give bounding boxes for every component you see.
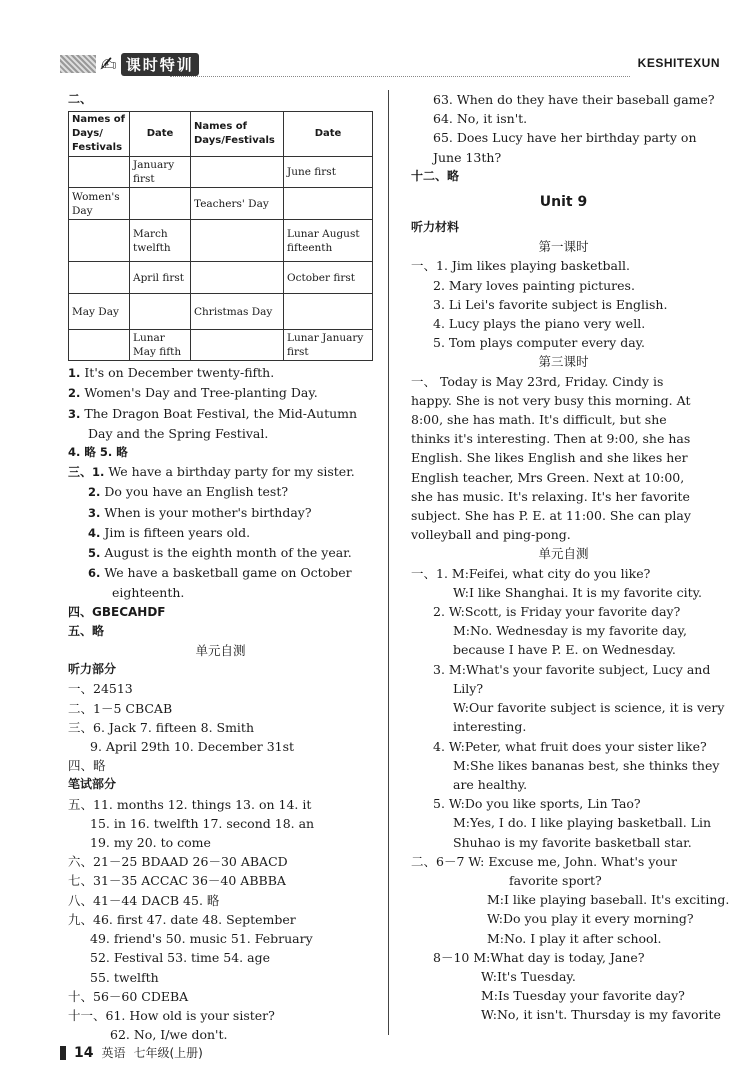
answer-line: 3. The Dragon Boat Festival, the Mid-Autumn — [68, 405, 358, 421]
answer-line: 2. Women's Day and Tree-planting Day. — [68, 385, 318, 401]
pen-icon: ✍ — [100, 52, 117, 76]
script-line: M:No. Wednesday is my favorite day, — [453, 623, 687, 639]
answer-line: 63. When do they have their baseball game? — [433, 92, 715, 107]
section-heading: 笔试部分 — [68, 777, 117, 792]
table-cell — [191, 330, 284, 361]
section-title: 单元自测 — [195, 643, 246, 659]
answer-line: 三、1. We have a birthday party for my sister. — [68, 464, 355, 480]
script-line: 一、1. Jim likes playing basketball. — [411, 258, 630, 274]
script-line: W:It's Tuesday. — [481, 968, 576, 984]
script-line: W:Do you play it every morning? — [487, 911, 694, 927]
table-cell — [69, 220, 130, 262]
script-line: M:She likes bananas best, she thinks they — [453, 757, 720, 773]
table-header-row — [69, 112, 373, 157]
footer-marker — [60, 1046, 66, 1060]
answer-line: 65. Does Lucy have her birthday party on — [433, 130, 697, 146]
answer-line: 五、11. months 12. things 13. on 14. it — [68, 796, 312, 812]
table-cell: Teachers' Day — [191, 188, 284, 220]
right-column — [411, 90, 730, 1025]
answer-line: 四、略 — [68, 758, 106, 774]
table-row — [69, 294, 373, 330]
script-line: 3. Li Lei's favorite subject is English. — [433, 296, 668, 312]
script-line: thinks it's interesting. Then at 9:00, she has — [411, 431, 691, 447]
table-cell: Christmas Day — [191, 294, 284, 330]
section-heading: 听力部分 — [68, 662, 117, 677]
page-footer — [60, 1044, 203, 1061]
section-2: 二、 — [68, 92, 93, 106]
table-row — [69, 330, 373, 361]
section-title: 第三课时 — [538, 354, 589, 370]
left-column — [68, 90, 373, 1044]
script-line: W:Our favorite subject is science, it is very — [453, 700, 725, 716]
answer-line: 八、41－44 DACB 45. 略 — [68, 892, 220, 908]
script-line: happy. She is not very busy this morning. At — [411, 392, 691, 408]
table-cell: Women's Day — [69, 188, 130, 220]
answer-line: 3. When is your mother's birthday? — [88, 504, 312, 520]
script-line: M:No. I play it after school. — [487, 930, 662, 946]
header-divider — [170, 76, 630, 77]
table-cell: May Day — [69, 294, 130, 330]
unit-title: Unit 9 — [539, 194, 588, 211]
script-line: 二、6－7 W: Excuse me, John. What's your — [411, 853, 677, 869]
table-row — [69, 188, 373, 220]
answer-line: Day and the Spring Festival. — [88, 425, 269, 441]
script-line: because I have P. E. on Wednesday. — [453, 642, 676, 658]
answer-line: 四、GBECAHDF — [68, 604, 166, 619]
script-line: English. She likes English and she likes her — [411, 450, 688, 466]
script-line: 一、 Today is May 23rd, Friday. Cindy is — [411, 373, 664, 389]
page-header — [60, 52, 720, 88]
section-heading: 听力材料 — [411, 220, 460, 235]
answer-line: 5. August is the eighth month of the year. — [88, 545, 352, 561]
script-line: M:I like playing baseball. It's exciting. — [487, 892, 730, 908]
answer-line: 52. Festival 53. time 54. age — [90, 950, 270, 966]
script-line: 5. Tom plays computer every day. — [433, 335, 646, 351]
answer-line: 十、56－60 CDEBA — [68, 988, 189, 1004]
script-line: are healthy. — [453, 776, 528, 792]
table-cell — [191, 262, 284, 294]
table-row — [69, 262, 373, 294]
grade-label: 七年级(上册) — [133, 1046, 203, 1060]
table-header: Date — [284, 112, 373, 157]
script-line: W:No, it isn't. Thursday is my favorite — [481, 1007, 721, 1023]
table-header: Names of Days/Festivals — [191, 112, 284, 157]
table-cell: Lunar January first — [284, 330, 373, 361]
table-cell: October first — [284, 262, 373, 294]
table-cell — [69, 330, 130, 361]
table-cell — [130, 294, 191, 330]
table-cell — [191, 157, 284, 188]
script-line: Shuhao is my favorite basketball star. — [453, 834, 692, 850]
answer-line: 2. Do you have an English test? — [88, 484, 289, 500]
script-line: 8:00, she has math. It's difficult, but she — [411, 412, 667, 428]
page-number: 14 — [74, 1044, 94, 1061]
script-line: 4. W:Peter, what fruit does your sister like? — [433, 738, 707, 754]
brand-pattern — [60, 55, 96, 73]
table-cell: April first — [130, 262, 191, 294]
answer-line: eighteenth. — [112, 585, 185, 601]
answer-line: 九、46. first 47. date 48. September — [68, 911, 296, 927]
answer-line: 六、21－25 BDAAD 26－30 ABACD — [68, 854, 288, 870]
answer-line: 七、31－35 ACCAC 36－40 ABBBA — [68, 873, 286, 889]
script-line: M:Is Tuesday your favorite day? — [481, 988, 685, 1004]
table-row — [69, 220, 373, 262]
table-cell — [191, 220, 284, 262]
answer-line: 15. in 16. twelfth 17. second 18. an — [90, 815, 315, 831]
script-line: 2. Mary loves painting pictures. — [433, 277, 635, 293]
table-cell — [284, 188, 373, 220]
table-cell: Lunar August fifteenth — [284, 220, 373, 262]
script-line: English teacher, Mrs Green. Next at 10:00, — [411, 469, 685, 485]
script-line: M:Yes, I do. I like playing basketball. Lin — [453, 815, 712, 831]
festival-table — [68, 111, 373, 361]
answer-line: 三、6. Jack 7. fifteen 8. Smith — [68, 719, 255, 735]
answer-line: 1. It's on December twenty-fifth. — [68, 365, 275, 381]
script-line: 一、1. M:Feifei, what city do you like? — [411, 565, 651, 581]
answer-line: 一、24513 — [68, 681, 133, 697]
script-line: 4. Lucy plays the piano very well. — [433, 316, 646, 332]
script-line: 2. W:Scott, is Friday your favorite day? — [433, 604, 681, 620]
answer-line: 五、略 — [68, 623, 105, 638]
answer-line: 6. We have a basketball game on October — [88, 565, 352, 581]
answer-line: 二、1－5 CBCAB — [68, 700, 173, 716]
answer-line: 9. April 29th 10. December 31st — [90, 739, 295, 755]
script-line: volleyball and ping-pong. — [411, 527, 571, 543]
answer-line: 19. my 20. to come — [90, 835, 211, 851]
answer-line: 4. 略 5. 略 — [68, 445, 128, 460]
script-line: W:I like Shanghai. It is my favorite city. — [453, 584, 703, 600]
column-divider — [388, 90, 389, 1035]
answer-line: 64. No, it isn't. — [433, 111, 528, 127]
table-cell: Lunar May fifth — [130, 330, 191, 361]
table-header: Names of Days/ Festivals — [69, 112, 130, 157]
script-line: 8－10 M:What day is today, Jane? — [433, 949, 645, 965]
script-line: subject. She has P. E. at 11:00. She can play — [411, 508, 691, 524]
table-cell: June first — [284, 157, 373, 188]
answer-line: June 13th? — [433, 149, 502, 165]
script-line: interesting. — [453, 719, 527, 735]
brand-name: 课时特训 — [121, 53, 199, 76]
script-line: Lily? — [453, 680, 484, 696]
script-line: 5. W:Do you like sports, Lin Tao? — [433, 796, 641, 812]
table-row — [69, 157, 373, 188]
table-cell: March twelfth — [130, 220, 191, 262]
answer-line: 49. friend's 50. music 51. February — [90, 931, 313, 947]
script-line: she has music. It's relaxing. It's her favorite — [411, 488, 690, 504]
answer-line: 十一、61. How old is your sister? — [68, 1007, 275, 1023]
table-cell — [69, 157, 130, 188]
script-line: favorite sport? — [509, 872, 602, 888]
answer-line: 4. Jim is fifteen years old. — [88, 524, 251, 540]
answer-line: 十二、略 — [411, 168, 460, 183]
subject-label: 英语 — [101, 1046, 126, 1060]
section-title: 第一课时 — [538, 239, 589, 255]
script-line: 3. M:What's your favorite subject, Lucy and — [433, 661, 711, 677]
answer-line: 55. twelfth — [90, 969, 159, 985]
table-cell — [69, 262, 130, 294]
table-header: Date — [130, 112, 191, 157]
table-cell — [130, 188, 191, 220]
section-title: 单元自测 — [538, 546, 589, 562]
table-cell: January first — [130, 157, 191, 188]
brand-code: KESHITEXUN — [637, 56, 720, 70]
table-cell — [284, 294, 373, 330]
answer-line: 62. No, I/we don't. — [110, 1027, 228, 1043]
brand — [60, 52, 199, 76]
